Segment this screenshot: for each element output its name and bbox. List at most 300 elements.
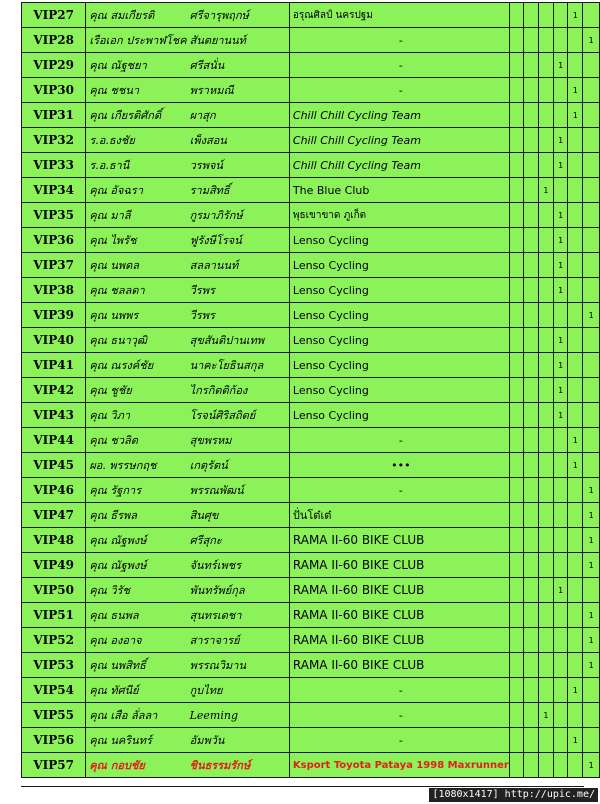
flag-cell	[509, 528, 524, 553]
last-name-cell: พรรณวิมาน	[187, 653, 290, 678]
flag-cell	[553, 453, 568, 478]
table-row	[22, 703, 600, 728]
flag-cell	[539, 603, 554, 628]
flag-cell	[583, 578, 600, 603]
flag-cell	[568, 203, 583, 228]
flag-cell	[509, 278, 524, 303]
table-row	[22, 228, 600, 253]
flag-cell	[524, 228, 539, 253]
team-cell: -	[289, 678, 509, 703]
first-name-cell: คุณ นครินทร์	[86, 728, 187, 753]
flag-cell	[553, 103, 568, 128]
flag-cell	[553, 428, 568, 453]
vip-code-cell: VIP45	[22, 453, 86, 478]
flag-cell	[509, 453, 524, 478]
table-row	[22, 453, 600, 478]
flag-cell	[553, 503, 568, 528]
table-row	[22, 728, 600, 753]
table-row	[22, 503, 600, 528]
flag-cell	[509, 178, 524, 203]
team-cell: Chill Chill Cycling Team	[289, 103, 509, 128]
table-row	[22, 28, 600, 53]
team-cell: Lenso Cycling	[289, 303, 509, 328]
first-name-cell: คุณ ณรงค์ชัย	[86, 353, 187, 378]
vip-code-cell: VIP36	[22, 228, 86, 253]
flag-cell	[553, 653, 568, 678]
flag-cell	[509, 553, 524, 578]
flag-cell	[583, 178, 600, 203]
flag-cell	[583, 378, 600, 403]
last-name-cell: จันทร์เพชร	[187, 553, 290, 578]
table-row	[22, 428, 600, 453]
last-name-cell: สุขพรหม	[187, 428, 290, 453]
last-name-cell: ศรีสนั่น	[187, 53, 290, 78]
last-name-cell: ศรีจารุพฤกษ์	[187, 3, 290, 28]
flag-cell	[568, 403, 583, 428]
flag-cell	[524, 503, 539, 528]
last-name-cell: สุขสันติปานเทพ	[187, 328, 290, 353]
table-row	[22, 278, 600, 303]
flag-cell	[568, 653, 583, 678]
team-cell: RAMA II-60 BIKE CLUB	[289, 603, 509, 628]
flag-cell	[553, 628, 568, 653]
last-name-cell: วีรพร	[187, 303, 290, 328]
flag-cell	[583, 353, 600, 378]
first-name-cell: คุณ นพดล	[86, 253, 187, 278]
flag-cell	[509, 328, 524, 353]
flag-cell	[553, 478, 568, 503]
last-name-cell: อัมพวัน	[187, 728, 290, 753]
first-name-cell: เรือเอก ประพาฬโชค	[86, 28, 187, 53]
table-row	[22, 178, 600, 203]
vip-code-cell: VIP46	[22, 478, 86, 503]
table-row	[22, 553, 600, 578]
flag-cell	[568, 128, 583, 153]
team-cell: Lenso Cycling	[289, 253, 509, 278]
table-body	[22, 3, 600, 778]
flag-cell: 1	[553, 203, 568, 228]
last-name-cell: Leeming	[187, 703, 290, 728]
flag-cell	[524, 203, 539, 228]
flag-cell	[539, 678, 554, 703]
flag-cell	[568, 353, 583, 378]
flag-cell	[568, 303, 583, 328]
team-cell: -	[289, 703, 509, 728]
flag-cell	[509, 428, 524, 453]
table-row	[22, 78, 600, 103]
first-name-cell: คุณ องอาจ	[86, 628, 187, 653]
flag-cell	[583, 253, 600, 278]
flag-cell	[568, 478, 583, 503]
flag-cell	[524, 628, 539, 653]
flag-cell	[539, 653, 554, 678]
last-name-cell: กูรมาภิรักษ์	[187, 203, 290, 228]
flag-cell	[583, 53, 600, 78]
flag-cell: 1	[553, 353, 568, 378]
flag-cell	[539, 453, 554, 478]
first-name-cell: คุณ กอบชัย	[86, 753, 187, 778]
table-row	[22, 653, 600, 678]
last-name-cell: ชินธรรมรักษ์	[187, 753, 290, 778]
flag-cell	[524, 28, 539, 53]
first-name-cell: คุณ เสือ ลั่ลลา	[86, 703, 187, 728]
vip-code-cell: VIP40	[22, 328, 86, 353]
flag-cell	[568, 553, 583, 578]
vip-code-cell: VIP33	[22, 153, 86, 178]
vip-code-cell: VIP53	[22, 653, 86, 678]
last-name-cell: โรจน์ศิริสถิตย์	[187, 403, 290, 428]
table-row	[22, 253, 600, 278]
vip-code-cell: VIP32	[22, 128, 86, 153]
flag-cell	[539, 3, 554, 28]
flag-cell	[509, 753, 524, 778]
flag-cell: 1	[553, 403, 568, 428]
flag-cell	[539, 628, 554, 653]
team-cell: -	[289, 428, 509, 453]
flag-cell	[524, 253, 539, 278]
flag-cell	[583, 203, 600, 228]
table-row	[22, 528, 600, 553]
flag-cell	[524, 53, 539, 78]
flag-cell	[539, 328, 554, 353]
first-name-cell: คุณ ณัฐพงษ์	[86, 528, 187, 553]
first-name-cell: ผอ. พรรษกฤช	[86, 453, 187, 478]
flag-cell	[509, 478, 524, 503]
flag-cell	[524, 128, 539, 153]
flag-cell	[583, 703, 600, 728]
vip-code-cell: VIP42	[22, 378, 86, 403]
vip-code-cell: VIP38	[22, 278, 86, 303]
team-cell: Lenso Cycling	[289, 278, 509, 303]
team-cell: Lenso Cycling	[289, 403, 509, 428]
flag-cell: 1	[539, 703, 554, 728]
team-cell: Lenso Cycling	[289, 328, 509, 353]
vip-code-cell: VIP50	[22, 578, 86, 603]
flag-cell	[568, 178, 583, 203]
last-name-cell: สันตยานนท์	[187, 28, 290, 53]
first-name-cell: คุณ มาลี	[86, 203, 187, 228]
team-cell: ปั่นโต๋เต๋	[289, 503, 509, 528]
table-bottom-border	[21, 786, 584, 787]
flag-cell	[524, 3, 539, 28]
flag-cell	[524, 578, 539, 603]
vip-code-cell: VIP56	[22, 728, 86, 753]
flag-cell	[509, 728, 524, 753]
last-name-cell: พรรณพัฒน์	[187, 478, 290, 503]
last-name-cell: กูบไทย	[187, 678, 290, 703]
team-cell: อรุณศิลป์ นครปฐม	[289, 3, 509, 28]
first-name-cell: ร.อ.ธานี	[86, 153, 187, 178]
flag-cell	[583, 278, 600, 303]
team-cell: Lenso Cycling	[289, 353, 509, 378]
first-name-cell: คุณ ธนพล	[86, 603, 187, 628]
flag-cell	[553, 603, 568, 628]
first-name-cell: คุณ นพสิทธิ์	[86, 653, 187, 678]
flag-cell: 1	[583, 478, 600, 503]
flag-cell: 1	[553, 328, 568, 353]
vip-code-cell: VIP35	[22, 203, 86, 228]
flag-cell: 1	[583, 653, 600, 678]
table-row	[22, 628, 600, 653]
flag-cell	[509, 253, 524, 278]
table-row	[22, 203, 600, 228]
team-cell: -	[289, 478, 509, 503]
flag-cell	[568, 578, 583, 603]
vip-code-cell: VIP37	[22, 253, 86, 278]
flag-cell: 1	[583, 603, 600, 628]
table-row	[22, 303, 600, 328]
flag-cell	[509, 578, 524, 603]
flag-cell: 1	[553, 278, 568, 303]
flag-cell: 1	[583, 553, 600, 578]
flag-cell	[553, 3, 568, 28]
flag-cell	[568, 703, 583, 728]
flag-cell	[539, 428, 554, 453]
first-name-cell: คุณ นพพร	[86, 303, 187, 328]
flag-cell	[509, 353, 524, 378]
flag-cell	[553, 528, 568, 553]
last-name-cell: สุนทรเดชา	[187, 603, 290, 628]
table-row	[22, 378, 600, 403]
flag-cell: 1	[568, 678, 583, 703]
flag-cell	[524, 178, 539, 203]
vip-code-cell: VIP28	[22, 28, 86, 53]
vip-code-cell: VIP39	[22, 303, 86, 328]
table-row	[22, 603, 600, 628]
flag-cell	[553, 728, 568, 753]
team-cell: พุธเขาขาด ภูเก็ต	[289, 203, 509, 228]
team-cell: Lenso Cycling	[289, 228, 509, 253]
team-cell: Chill Chill Cycling Team	[289, 128, 509, 153]
vip-code-cell: VIP27	[22, 3, 86, 28]
last-name-cell: วีรพร	[187, 278, 290, 303]
flag-cell: 1	[583, 503, 600, 528]
flag-cell	[509, 703, 524, 728]
flag-cell: 1	[553, 128, 568, 153]
table-row	[22, 403, 600, 428]
flag-cell	[524, 328, 539, 353]
flag-cell: 1	[553, 578, 568, 603]
last-name-cell: ศรีสุกะ	[187, 528, 290, 553]
vip-code-cell: VIP51	[22, 603, 86, 628]
flag-cell	[539, 378, 554, 403]
team-cell: RAMA II-60 BIKE CLUB	[289, 578, 509, 603]
flag-cell: 1	[583, 528, 600, 553]
last-name-cell: พราหมณี	[187, 78, 290, 103]
flag-cell	[568, 628, 583, 653]
flag-cell	[509, 153, 524, 178]
flag-cell	[524, 678, 539, 703]
vip-code-cell: VIP41	[22, 353, 86, 378]
table-row	[22, 53, 600, 78]
flag-cell: 1	[553, 153, 568, 178]
flag-cell: 1	[539, 178, 554, 203]
flag-cell: 1	[553, 53, 568, 78]
flag-cell	[539, 103, 554, 128]
watermark-label: [1080x1417] http://upic.me/	[429, 788, 598, 802]
flag-cell	[524, 653, 539, 678]
first-name-cell: คุณ ชูชัย	[86, 378, 187, 403]
first-name-cell: คุณ ณัฐชยา	[86, 53, 187, 78]
flag-cell	[524, 78, 539, 103]
flag-cell: 1	[568, 3, 583, 28]
flag-cell	[509, 603, 524, 628]
table-row	[22, 753, 600, 778]
last-name-cell: นาคะโยธินสกุล	[187, 353, 290, 378]
flag-cell	[539, 728, 554, 753]
table-row	[22, 103, 600, 128]
team-cell: •••	[289, 453, 509, 478]
vip-code-cell: VIP47	[22, 503, 86, 528]
last-name-cell: สินศุข	[187, 503, 290, 528]
first-name-cell: คุณ ชชนา	[86, 78, 187, 103]
flag-cell	[583, 228, 600, 253]
flag-cell	[524, 378, 539, 403]
flag-cell	[509, 503, 524, 528]
flag-cell	[568, 328, 583, 353]
flag-cell	[539, 578, 554, 603]
last-name-cell: เกตุรัตน์	[187, 453, 290, 478]
flag-cell	[568, 53, 583, 78]
flag-cell: 1	[583, 28, 600, 53]
flag-cell	[509, 103, 524, 128]
flag-cell	[583, 453, 600, 478]
flag-cell	[539, 153, 554, 178]
flag-cell	[568, 753, 583, 778]
flag-cell	[568, 228, 583, 253]
first-name-cell: คุณ สมเกียรติ	[86, 3, 187, 28]
flag-cell	[539, 353, 554, 378]
flag-cell	[524, 303, 539, 328]
flag-cell	[509, 628, 524, 653]
first-name-cell: คุณ ชวลิต	[86, 428, 187, 453]
vip-code-cell: VIP30	[22, 78, 86, 103]
team-cell: -	[289, 728, 509, 753]
vip-code-cell: VIP43	[22, 403, 86, 428]
vip-code-cell: VIP34	[22, 178, 86, 203]
flag-cell	[539, 53, 554, 78]
vip-code-cell: VIP44	[22, 428, 86, 453]
first-name-cell: คุณ ชลลดา	[86, 278, 187, 303]
flag-cell	[539, 253, 554, 278]
flag-cell: 1	[568, 453, 583, 478]
last-name-cell: วรพจน์	[187, 153, 290, 178]
team-cell: -	[289, 28, 509, 53]
flag-cell	[568, 153, 583, 178]
flag-cell	[509, 128, 524, 153]
flag-cell	[509, 203, 524, 228]
team-cell: Lenso Cycling	[289, 378, 509, 403]
flag-cell	[509, 403, 524, 428]
flag-cell	[553, 303, 568, 328]
table-row	[22, 353, 600, 378]
first-name-cell: คุณ ทัศนีย์	[86, 678, 187, 703]
flag-cell	[539, 503, 554, 528]
team-cell: RAMA II-60 BIKE CLUB	[289, 653, 509, 678]
table-row	[22, 3, 600, 28]
last-name-cell: ฟูรังษีโรจน์	[187, 228, 290, 253]
flag-cell	[524, 403, 539, 428]
table-row	[22, 153, 600, 178]
flag-cell: 1	[583, 753, 600, 778]
table-row	[22, 678, 600, 703]
flag-cell	[509, 228, 524, 253]
flag-cell	[553, 703, 568, 728]
vip-code-cell: VIP55	[22, 703, 86, 728]
flag-cell	[553, 78, 568, 103]
last-name-cell: ผาสุก	[187, 103, 290, 128]
flag-cell	[539, 403, 554, 428]
last-name-cell: สาราจารย์	[187, 628, 290, 653]
vip-code-cell: VIP49	[22, 553, 86, 578]
flag-cell	[509, 3, 524, 28]
flag-cell	[568, 28, 583, 53]
flag-cell	[583, 328, 600, 353]
vip-code-cell: VIP54	[22, 678, 86, 703]
flag-cell: 1	[553, 228, 568, 253]
first-name-cell: คุณ วิรัช	[86, 578, 187, 603]
flag-cell: 1	[568, 78, 583, 103]
flag-cell	[583, 403, 600, 428]
table-row	[22, 128, 600, 153]
flag-cell	[524, 528, 539, 553]
flag-cell: 1	[583, 628, 600, 653]
flag-cell	[524, 603, 539, 628]
last-name-cell: ไกรกิตติก้อง	[187, 378, 290, 403]
flag-cell	[583, 428, 600, 453]
flag-cell	[583, 78, 600, 103]
flag-cell	[509, 28, 524, 53]
flag-cell	[539, 478, 554, 503]
flag-cell: 1	[553, 253, 568, 278]
flag-cell: 1	[553, 378, 568, 403]
table-row	[22, 328, 600, 353]
flag-cell	[568, 378, 583, 403]
flag-cell	[509, 78, 524, 103]
flag-cell	[524, 478, 539, 503]
flag-cell	[568, 278, 583, 303]
first-name-cell: คุณ ณัฐพงษ์	[86, 553, 187, 578]
flag-cell: 1	[583, 303, 600, 328]
flag-cell	[583, 153, 600, 178]
flag-cell	[539, 203, 554, 228]
vip-code-cell: VIP48	[22, 528, 86, 553]
team-cell: Chill Chill Cycling Team	[289, 153, 509, 178]
last-name-cell: รามสิทธิ์	[187, 178, 290, 203]
flag-cell: 1	[568, 728, 583, 753]
team-cell: RAMA II-60 BIKE CLUB	[289, 628, 509, 653]
table-row	[22, 578, 600, 603]
flag-cell	[524, 728, 539, 753]
team-cell: RAMA II-60 BIKE CLUB	[289, 553, 509, 578]
flag-cell	[539, 28, 554, 53]
flag-cell	[509, 303, 524, 328]
team-cell: RAMA II-60 BIKE CLUB	[289, 528, 509, 553]
flag-cell	[583, 128, 600, 153]
first-name-cell: คุณ ธนาวุฒิ	[86, 328, 187, 353]
vip-code-cell: VIP52	[22, 628, 86, 653]
flag-cell	[568, 253, 583, 278]
vip-code-cell: VIP57	[22, 753, 86, 778]
flag-cell	[553, 553, 568, 578]
flag-cell	[568, 503, 583, 528]
first-name-cell: ร.อ.ธงชัย	[86, 128, 187, 153]
flag-cell	[509, 378, 524, 403]
flag-cell	[539, 78, 554, 103]
vip-code-cell: VIP31	[22, 103, 86, 128]
flag-cell	[524, 153, 539, 178]
flag-cell	[539, 128, 554, 153]
